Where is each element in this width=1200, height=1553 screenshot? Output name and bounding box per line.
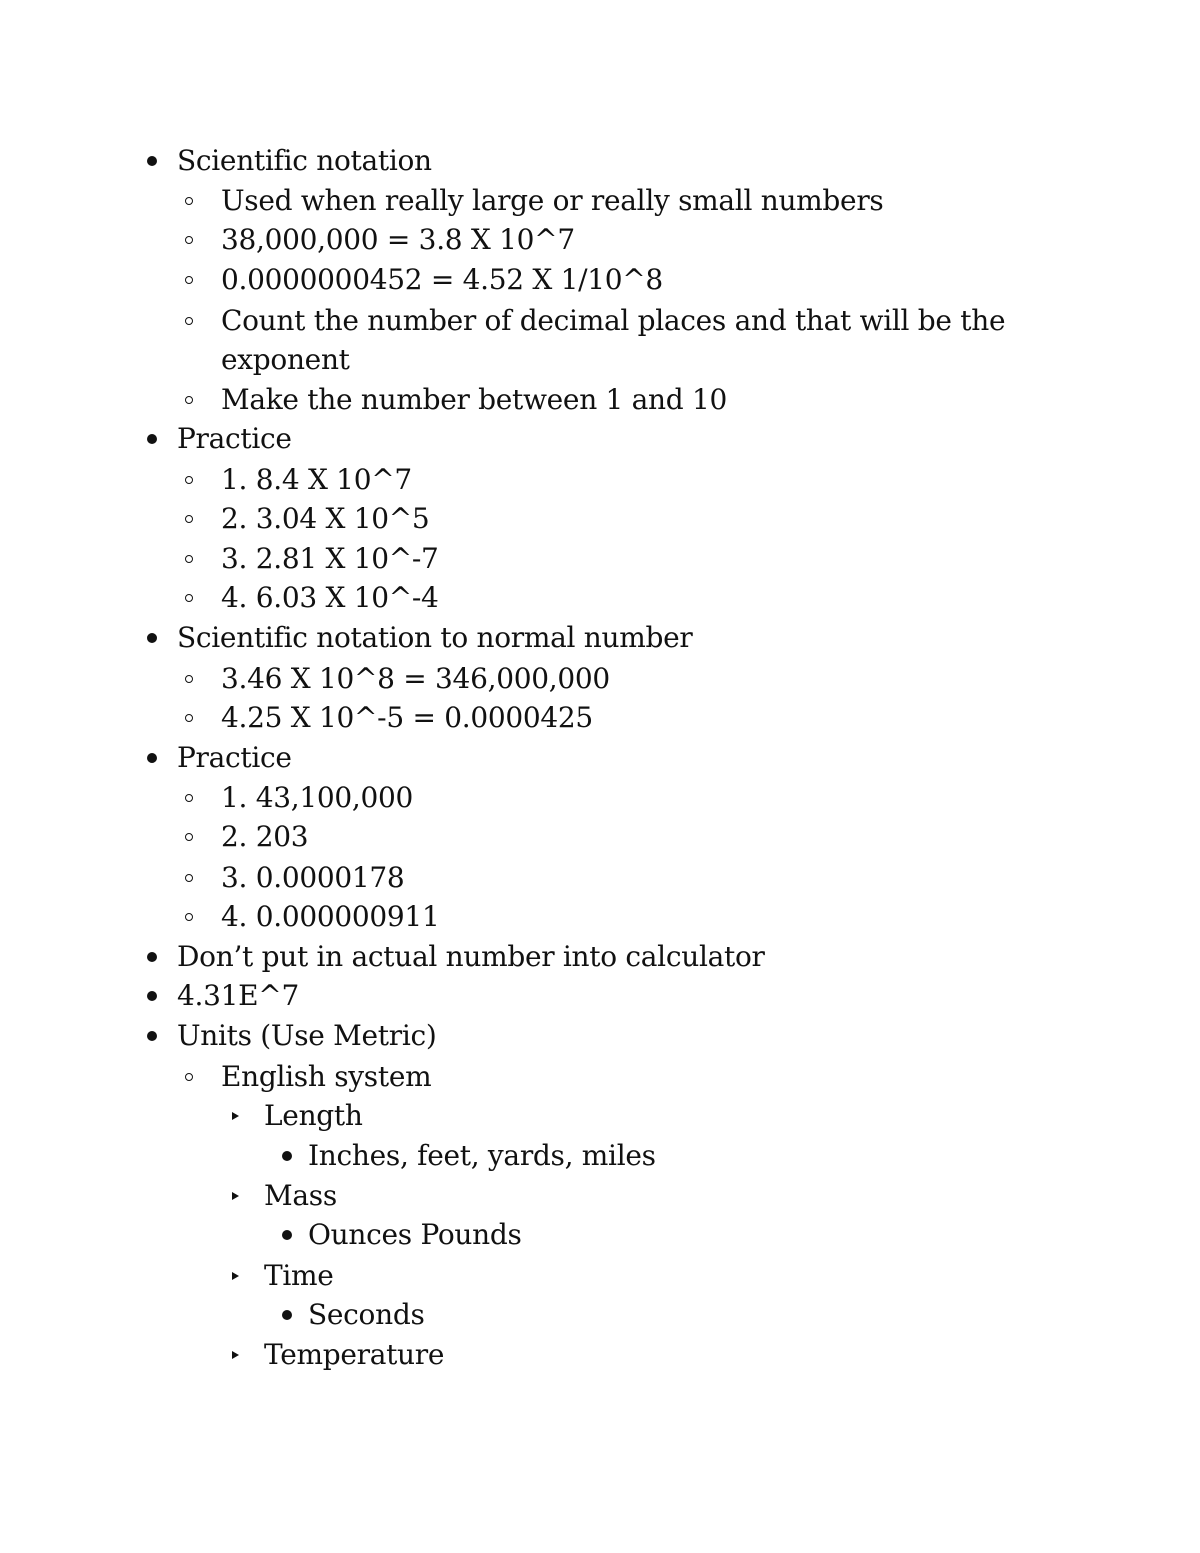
heading-to-normal-number: Scientific notation to normal number [177,621,693,654]
circle-bullet-icon [185,594,193,602]
triangle-bullet-icon [232,1272,239,1280]
circle-bullet-icon [185,317,193,325]
list-item-text: 4. 0.000000911 [221,900,440,933]
list-item-text: exponent [221,343,350,376]
list-item-text: 3.46 X 10^8 = 346,000,000 [221,662,610,695]
temperature-label: Temperature [264,1338,445,1371]
list-item-text: 0.0000000452 = 4.52 X 1/10^8 [221,263,663,296]
list-item-text: 4.25 X 10^-5 = 0.0000425 [221,701,593,734]
heading-practice: Practice [177,422,292,455]
circle-bullet-icon [185,276,193,284]
disc-bullet-icon [147,434,157,444]
disc-bullet-icon [147,633,157,643]
heading-scientific-notation: Scientific notation [177,144,432,177]
time-label: Time [264,1259,334,1292]
circle-bullet-icon [185,396,193,404]
list-item-text: 38,000,000 = 3.8 X 10^7 [221,223,575,256]
disc-bullet-icon [147,991,157,1001]
list-item-text: 1. 43,100,000 [221,781,414,814]
heading-practice: Practice [177,741,292,774]
disc-bullet-icon [147,753,157,763]
circle-bullet-icon [185,1073,193,1081]
list-item-text: Make the number between 1 and 10 [221,383,728,416]
disc-bullet-icon [147,952,157,962]
circle-bullet-icon [185,197,193,205]
disc-bullet-icon [147,156,157,166]
triangle-bullet-icon [232,1351,239,1359]
circle-bullet-icon [185,794,193,802]
list-item-text: 2. 203 [221,820,309,853]
disc-bullet-icon [282,1151,292,1161]
circle-bullet-icon [185,833,193,841]
list-item-text: Used when really large or really small numbers [221,184,884,217]
time-units-text: Seconds [308,1298,425,1331]
mass-label: Mass [264,1179,337,1212]
mass-units-text: Ounces Pounds [308,1218,522,1251]
calculator-note: Don’t put in actual number into calculator [177,940,765,973]
length-label: Length [264,1099,363,1132]
english-system-label: English system [221,1060,432,1093]
circle-bullet-icon [185,874,193,882]
disc-bullet-icon [282,1310,292,1320]
list-item-text: 3. 2.81 X 10^-7 [221,542,439,575]
circle-bullet-icon [185,555,193,563]
list-item-text: 4. 6.03 X 10^-4 [221,581,439,614]
circle-bullet-icon [185,236,193,244]
list-item-text: 1. 8.4 X 10^7 [221,463,412,496]
calculator-example: 4.31E^7 [177,979,299,1012]
heading-units: Units (Use Metric) [177,1019,437,1052]
disc-bullet-icon [147,1031,157,1041]
circle-bullet-icon [185,675,193,683]
triangle-bullet-icon [232,1192,239,1200]
disc-bullet-icon [282,1230,292,1240]
triangle-bullet-icon [232,1112,239,1120]
length-units-text: Inches, feet, yards, miles [308,1139,656,1172]
list-item-text: 3. 0.0000178 [221,861,405,894]
circle-bullet-icon [185,476,193,484]
circle-bullet-icon [185,913,193,921]
circle-bullet-icon [185,515,193,523]
list-item-text: Count the number of decimal places and that will be the [221,304,1006,337]
circle-bullet-icon [185,714,193,722]
list-item-text: 2. 3.04 X 10^5 [221,502,430,535]
